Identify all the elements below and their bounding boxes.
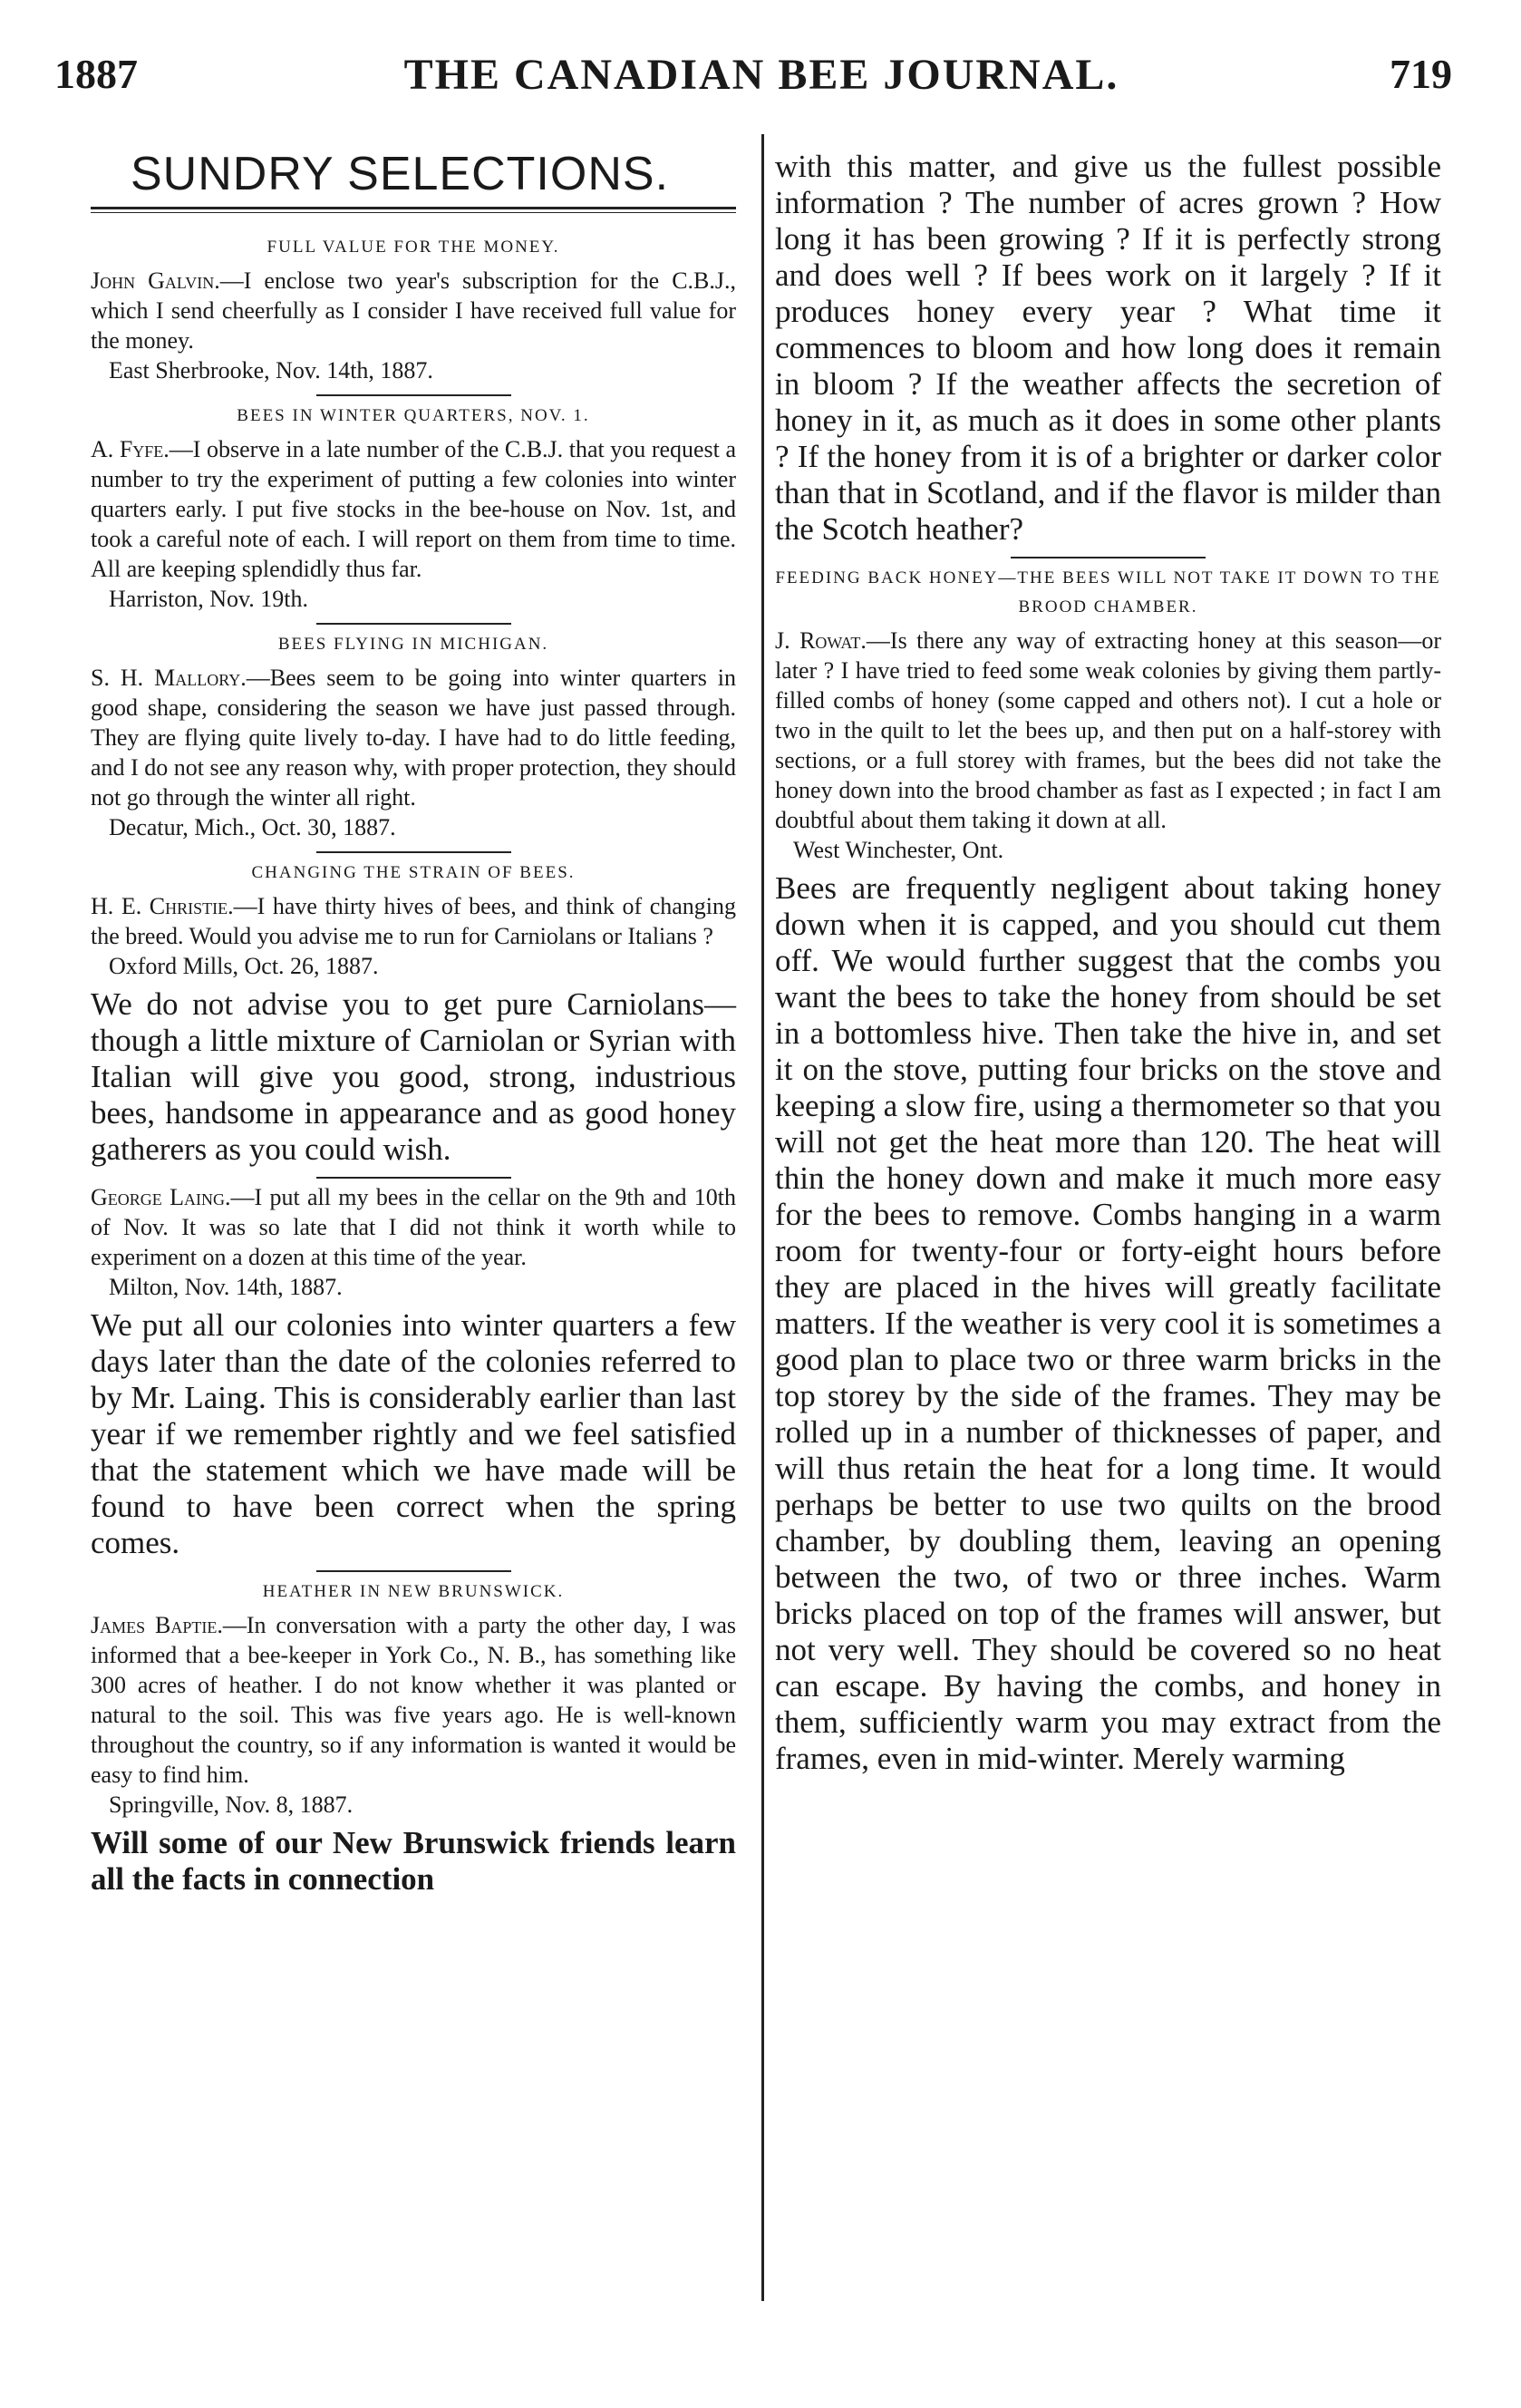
editor-reply: We put all our colonies into winter quarters a few days later than the date of the colonies referred to by Mr. Laing. This is considerably earlier than last year if we remember rightly and we feel satisfied that the statement which we have made will be found to have been correct when the spring comes. <box>91 1307 736 1560</box>
article-body <box>91 1182 736 1272</box>
article-body <box>91 266 736 355</box>
article-signature: Springville, Nov. 8, 1887. <box>109 1791 354 1818</box>
article-body <box>91 663 736 812</box>
column-divider <box>761 134 764 2301</box>
header-year: 1887 <box>54 51 138 97</box>
author-name: George Laing <box>91 1184 225 1210</box>
article-signature: West Winchester, Ont. <box>793 837 1004 863</box>
page-number: 719 <box>1390 51 1452 97</box>
article-text: .—Bees seem to be going into winter quarters in good shape, considering the season we have just passed through. They are flying quite lively to-day. I have had to do little feeding, and I do not see any reason why, with proper protection, they should not go through the winter all right. <box>91 665 737 811</box>
author-name: James Baptie <box>91 1612 218 1638</box>
right-column <box>775 145 1441 1782</box>
editor-reply: Will some of our New Brunswick friends learn all the facts in connection <box>91 1825 736 1897</box>
article-text: .—I enclose two year's subscription for the C.B.J., which I send cheerfully as I consider I have received full value for the money. <box>91 267 736 354</box>
article-body <box>775 626 1441 835</box>
article-signature: Harriston, Nov. 19th. <box>109 586 309 612</box>
article-body <box>91 891 736 951</box>
section-title: SUNDRY SELECTIONS. <box>131 148 670 200</box>
author-name: A. Fyfe <box>91 436 164 462</box>
author-name: S. H. Mallory <box>91 665 241 691</box>
section-title-rule <box>91 207 736 213</box>
article-heading: CHANGING THE STRAIN OF BEES. <box>251 863 576 882</box>
article-signature: Oxford Mills, Oct. 26, 1887. <box>109 953 379 979</box>
editor-reply: We do not advise you to get pure Carniolans—though a little mixture of Carniolan or Syrian with Italian will give you good, strong, industrious bees, handsome in appearance and as good honey gatherers as you could wish. <box>91 986 736 1167</box>
article-text: .—I have thirty hives of bees, and think of changing the breed. Would you advise me to run for Carniolans or Italians ? <box>91 893 736 949</box>
article-heading: BEES FLYING IN MICHIGAN. <box>277 635 549 654</box>
journal-title: THE CANADIAN BEE JOURNAL. <box>403 51 1119 99</box>
article-signature: East Sherbrooke, Nov. 14th, 1887. <box>109 357 433 384</box>
continued-reply: with this matter, and give us the fullest possible information ? The number of acres grown ? How long it has been growing ? If it is perfectly strong and does well ? If bees work on it largely ? If it produces honey every year ? What time it commences to bloom and how long does it remain in bloom ? If the weather affects the secretion of honey in it, as much as it does in some other plants ? If the honey from it is of a brighter or darker color than that in Scotland, and if the flavor is milder than the Scotch heather? <box>775 149 1441 547</box>
article-text: .—I put all my bees in the cellar on the 9th and 10th of Nov. It was so late that I did not think it worth while to experiment on a dozen at this time of the year. <box>91 1184 736 1270</box>
article-heading: FULL VALUE FOR THE MONEY. <box>266 238 560 257</box>
editor-reply: Bees are frequently negligent about taking honey down when it is capped, and you should cut them off. We would further suggest that the combs you want the bees to take the honey from should be set in a bottomless hive. Then take the hive in, and set it on the stove, putting four bricks on the stove and keeping a slow fire, using a thermometer so that you will not get the heat more than 120. The heat will thin the honey down and make it much more easy for the bees to remove. Combs hanging in a warm room for twenty-four or forty-eight hours before they are placed in the hives will greatly facilitate matters. If the weather is very cool it is sometimes a good plan to place two or three warm bricks in the top storey by the side of the frames. They may be rolled up in a number of thicknesses of paper, and will thus retain the heat for a long time. It would perhaps be better to use two quilts on the brood chamber, by doubling them, leaving an opening between the two, of two or three inches. Warm bricks placed on top of the frames will answer, but not very well. They should be covered so no heat can escape. By having the combs, and honey in them, sufficiently warm you may extract from the frames, even in mid-winter. Merely warming <box>775 870 1441 1776</box>
author-name: H. E. Christie <box>91 893 228 919</box>
article-signature: Milton, Nov. 14th, 1887. <box>109 1274 343 1300</box>
article-body <box>91 434 736 584</box>
article-text: .—In conversation with a party the other day, I was informed that a bee-keeper in York Co., N. B., has something like 300 acres of heather. I do not know whether it was planted or natural to the soil. This was five years ago. He is well-known throughout the country, so if any information is wanted it would be easy to find him. <box>91 1612 736 1788</box>
article-signature: Decatur, Mich., Oct. 30, 1887. <box>109 814 396 840</box>
separator-rule <box>316 851 511 853</box>
author-name: John Galvin <box>91 267 215 294</box>
left-column <box>91 145 736 1903</box>
author-name: J. Rowat <box>775 627 861 654</box>
article-body <box>91 1610 736 1790</box>
separator-rule <box>316 394 511 396</box>
article-text: .—I observe in a late number of the C.B.J. that you request a number to try the experiment of putting a few colonies into winter quarters early. I put five stocks in the bee-house on Nov. 1st, and took a careful note of each. I will report on them from time to time. All are keeping splendidly thus far. <box>91 436 736 582</box>
article-heading: HEATHER IN NEW BRUNSWICK. <box>262 1582 565 1601</box>
separator-rule <box>1011 557 1206 558</box>
article-heading: BEES IN WINTER QUARTERS, NOV. 1. <box>237 406 590 425</box>
separator-rule <box>316 1177 511 1179</box>
separator-rule <box>316 1570 511 1572</box>
running-header <box>54 50 1468 113</box>
separator-rule <box>316 623 511 625</box>
article-heading: FEEDING BACK HONEY—THE BEES WILL NOT TAKE IT DOWN TO THE BROOD CHAMBER. <box>775 568 1441 617</box>
article-text: .—Is there any way of extracting honey at this season—or later ? I have tried to feed some weak colonies by giving them partly-filled combs of honey (some capped and others not). I cut a hole or two in the quilt to let the bees up, and then put on a half-storey with sections, or a full storey with frames, but the bees did not take the honey down into the brood chamber as fast as I expected ; in fact I am doubtful about them taking it down at all. <box>775 627 1442 833</box>
